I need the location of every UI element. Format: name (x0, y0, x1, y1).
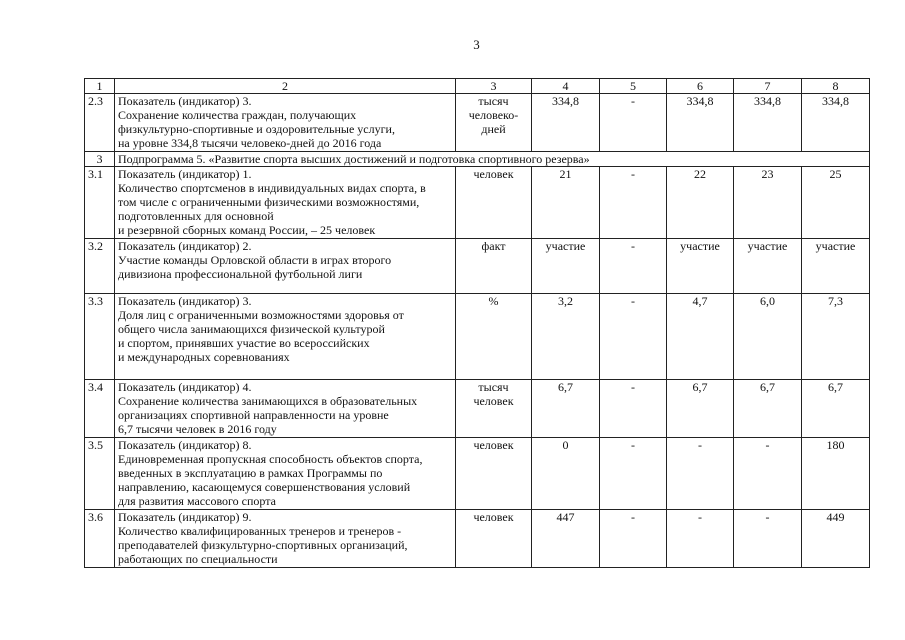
description-line: Показатель (индикатор) 3. (118, 94, 252, 108)
row-number: 2.3 (85, 94, 115, 152)
value-cell: - (667, 438, 734, 510)
row-number: 3.6 (85, 510, 115, 568)
row-number: 3.1 (85, 167, 115, 239)
unit-line: человек (473, 394, 514, 408)
value-cell: 3,2 (532, 294, 600, 380)
value-cell: 6,0 (734, 294, 802, 380)
description-line: на уровне 334,8 тысячи человеко-дней до 2016 года (118, 136, 382, 150)
value-cell: 6,7 (532, 380, 600, 438)
header-cell: 1 (85, 79, 115, 94)
table-body (85, 79, 870, 568)
value-cell: 334,8 (734, 94, 802, 152)
value-cell: 334,8 (532, 94, 600, 152)
value-cell: - (600, 380, 667, 438)
description-line: Показатель (индикатор) 9. (118, 510, 252, 524)
value-cell: 22 (667, 167, 734, 239)
value-cell: - (600, 94, 667, 152)
description-line: преподавателей физкультурно-спортивных организаций, (118, 538, 408, 552)
description-line: направлению, касающемуся совершенствования условий (118, 480, 411, 494)
table-row (85, 438, 870, 510)
value-cell: 25 (802, 167, 870, 239)
description-line: и спортом, принявших участие во всероссийских (118, 336, 370, 350)
header-cell: 5 (600, 79, 667, 94)
header-cell: 6 (667, 79, 734, 94)
description-line: и резервной сборных команд России, – 25 человек (118, 223, 376, 237)
value-cell: 447 (532, 510, 600, 568)
row-number: 3 (85, 152, 115, 167)
unit-line: факт (481, 239, 506, 253)
description-line: и международных соревнованиях (118, 350, 290, 364)
description-line: Показатель (индикатор) 2. (118, 239, 252, 253)
description-line: Показатель (индикатор) 1. (118, 167, 252, 181)
header-cell: 8 (802, 79, 870, 94)
unit-cell (456, 438, 532, 510)
description-line: работающих по специальности (118, 552, 278, 566)
value-cell: 6,7 (734, 380, 802, 438)
description-line: дивизиона профессиональной футбольной лиги (118, 267, 363, 281)
indicator-description (115, 438, 456, 510)
table-row (85, 239, 870, 294)
description-line: Сохранение количества граждан, получающих (118, 108, 357, 122)
header-cell: 4 (532, 79, 600, 94)
indicator-description (115, 294, 456, 380)
value-cell: - (600, 167, 667, 239)
value-cell: 23 (734, 167, 802, 239)
table-row (85, 380, 870, 438)
row-number: 3.3 (85, 294, 115, 380)
description-line: Показатель (индикатор) 4. (118, 380, 252, 394)
subprogram-title: Подпрограмма 5. «Развитие спорта высших достижений и подготовка спортивного резерва» (115, 152, 870, 167)
value-cell: - (734, 510, 802, 568)
unit-line: человек (473, 510, 514, 524)
value-cell: 180 (802, 438, 870, 510)
description-line: Количество квалифицированных тренеров и тренеров - (118, 524, 402, 538)
value-cell: - (600, 510, 667, 568)
description-line: том числе с ограниченными физическими возможностями, (118, 195, 420, 209)
table-row (85, 94, 870, 152)
description-line: Показатель (индикатор) 3. (118, 294, 252, 308)
description-line: для развития массового спорта (118, 494, 276, 508)
indicator-description (115, 94, 456, 152)
description-line: Единовременная пропускная способность объектов спорта, (118, 452, 423, 466)
description-line: Доля лиц с ограниченными возможностями здоровья от (118, 308, 404, 322)
unit-line: человек (473, 438, 514, 452)
description-line: организациях спортивной направленности на уровне (118, 408, 389, 422)
unit-cell (456, 294, 532, 380)
value-cell: участие (802, 239, 870, 294)
description-line: введенных в эксплуатацию в рамках Программы по (118, 466, 383, 480)
value-cell: 449 (802, 510, 870, 568)
subprogram-row (85, 152, 870, 167)
unit-cell (456, 94, 532, 152)
description-line: Показатель (индикатор) 8. (118, 438, 252, 452)
unit-cell (456, 380, 532, 438)
indicator-description (115, 239, 456, 294)
description-line: Сохранение количества занимающихся в образовательных (118, 394, 418, 408)
value-cell: 334,8 (802, 94, 870, 152)
value-cell: - (600, 438, 667, 510)
value-cell: - (600, 294, 667, 380)
description-line: 6,7 тысячи человек в 2016 году (118, 422, 277, 436)
unit-line: человек (473, 167, 514, 181)
row-number: 3.4 (85, 380, 115, 438)
value-cell: 21 (532, 167, 600, 239)
table-row (85, 510, 870, 568)
indicator-description (115, 380, 456, 438)
value-cell: 6,7 (667, 380, 734, 438)
unit-cell (456, 510, 532, 568)
description-line: Количество спортсменов в индивидуальных видах спорта, в (118, 181, 426, 195)
value-cell: - (667, 510, 734, 568)
description-line: общего числа занимающихся физической культурой (118, 322, 385, 336)
table-row (85, 294, 870, 380)
value-cell: участие (532, 239, 600, 294)
value-cell: 7,3 (802, 294, 870, 380)
header-cell: 7 (734, 79, 802, 94)
unit-line: тысяч (478, 380, 509, 394)
unit-line: тысяч (478, 94, 509, 108)
header-cell: 3 (456, 79, 532, 94)
unit-line: % (488, 294, 499, 308)
description-line: Участие команды Орловской области в играх второго (118, 253, 392, 267)
description-line: подготовленных для основной (118, 209, 274, 223)
value-cell: - (600, 239, 667, 294)
value-cell: 0 (532, 438, 600, 510)
value-cell: 4,7 (667, 294, 734, 380)
indicator-description (115, 510, 456, 568)
page-number: 3 (473, 37, 480, 52)
header-cell: 2 (115, 79, 456, 94)
indicators-table (84, 78, 870, 568)
unit-line: человеко- (468, 108, 519, 122)
unit-cell (456, 167, 532, 239)
value-cell: - (734, 438, 802, 510)
value-cell: участие (734, 239, 802, 294)
value-cell: участие (667, 239, 734, 294)
unit-line: дней (481, 122, 506, 136)
row-number: 3.2 (85, 239, 115, 294)
description-line: физкультурно-спортивные и оздоровительные услуги, (118, 122, 395, 136)
table-row (85, 167, 870, 239)
indicator-description (115, 167, 456, 239)
value-cell: 334,8 (667, 94, 734, 152)
value-cell: 6,7 (802, 380, 870, 438)
row-number: 3.5 (85, 438, 115, 510)
unit-cell (456, 239, 532, 294)
header-row (85, 79, 870, 94)
